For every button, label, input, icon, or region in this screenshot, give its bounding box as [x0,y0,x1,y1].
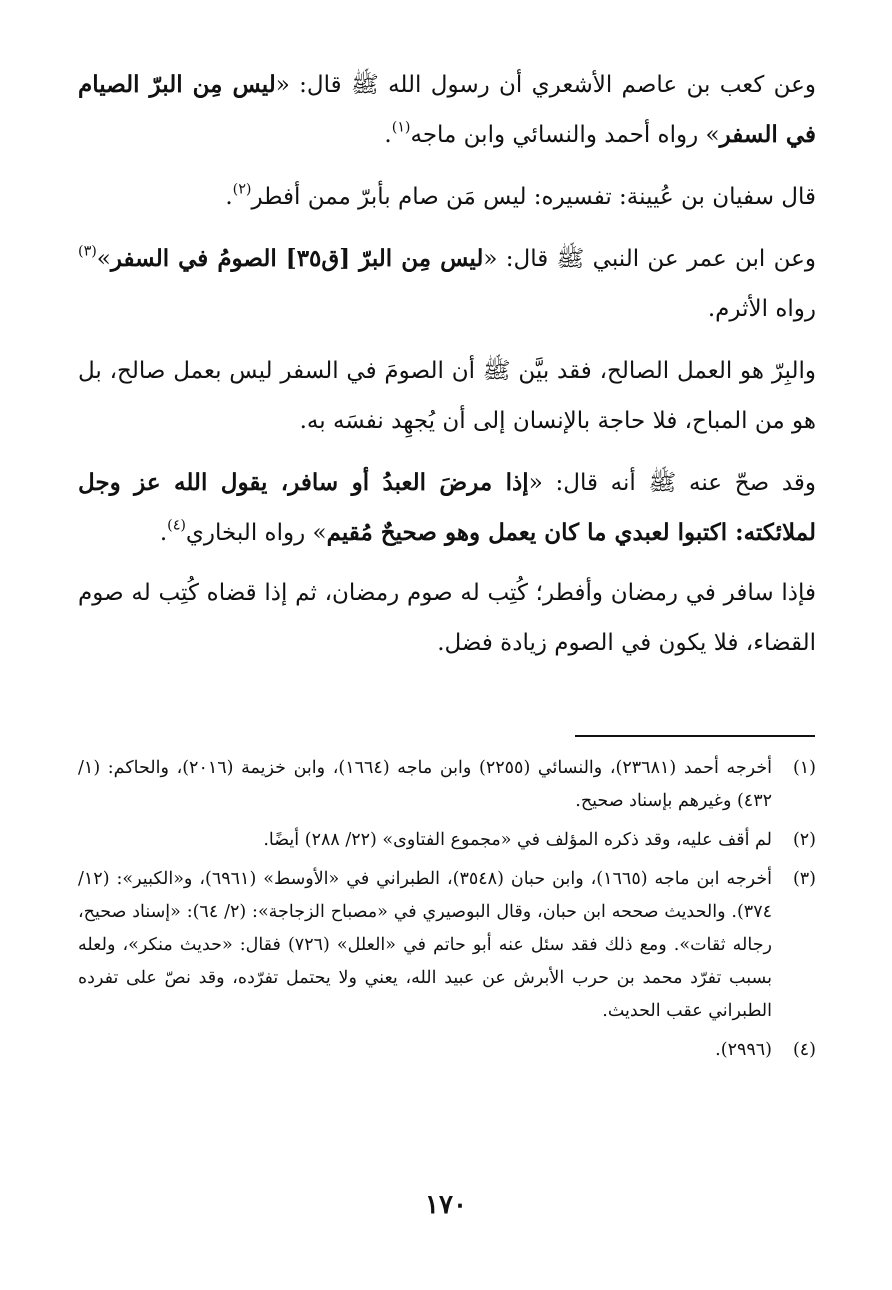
page-number: ١٧٠ [425,1190,467,1220]
paragraph-3: وعن ابن عمر عن النبي ﷺ قال: «ليس مِن البرّ [ق٣٥] الصومُ في السفر»$^{(٣)}$ رواه الأثرم. [78,243,816,322]
footnote-ref[interactable]: (٤) [167,517,186,534]
footnote-text: أخرجه أحمد (٢٣٦٨١)، والنسائي (٢٢٥٥) وابن ماجه (١٦٦٤)، وابن خزيمة (٢٠١٦)، والحاكم: (١/ ٤٣٢) وغيرهم بإسناد صحيح. [78,758,773,811]
paragraph-6: فإذا سافر في رمضان وأفطر؛ كُتِب له صوم رمضان، ثم إذا قضاه كُتِب له صوم القضاء، فلا يكون في الصوم زيادة فضل. [78,580,816,656]
footnote-number: (٤) [792,1040,816,1060]
footnote-ref[interactable]: (١) [391,119,411,136]
footnote-number: (١) [792,758,816,778]
hadith-text: ليس مِن البرّ الصيام في السفر [78,71,816,148]
footnote-2 [78,824,816,857]
footnote-number: (٢) [792,830,816,850]
footnote-divider [575,735,815,737]
paragraph-5: وقد صحّ عنه ﷺ أنه قال: «إذا مرضَ العبدُ أو سافر، يقول الله عز وجل لملائكته: اكتبوا لعبدي ما كان يعمل وهو صحيحٌ مُقيم» رواه البخاري$^{(٤)}$. [78,469,816,546]
hadith-text: إذا مرضَ العبدُ أو سافر، يقول الله عز وجل لملائكته: اكتبوا لعبدي ما كان يعمل وهو صحيحٌ مُقيم [78,469,816,546]
footnote-text: أخرجه ابن ماجه (١٦٦٥)، وابن حبان (٣٥٤٨)، الطبراني في «الأوسط» (٦٩٦١)، و«الكبير»: (١٢/ ٣٧٤). والحديث صححه ابن حبان، وقال البوصيري في «مصباح الزجاجة»: (٢/ ٦٤): «إسناد صحيح، رجاله ثقات». ومع ذلك فقد سئل عنه أبو حاتم في «العلل» (٧٢٦) فقال: «حديث منكر»، ولعله بسبب تفرّد محمد بن حرب الأبرش عن عبيد الله، يعني ولا يحتمل تفرّده، وقد نصّ على تفرده الطبراني عقب الحديث. [78,869,773,1021]
main-text [78,60,816,680]
paragraph-4: والبِرّ هو العمل الصالح، فقد بيَّن ﷺ أن الصومَ في السفر ليس بعمل صالح، بل هو من المباح، فلا حاجة بالإنسان إلى أن يُجهِد نفسَه به. [78,358,816,434]
paragraph-1: وعن كعب بن عاصم الأشعري أن رسول الله ﷺ قال: «ليس مِن البرّ الصيام في السفر» رواه أحمد والنسائي وابن ماجه$^{(١)}$. [78,71,816,148]
footnote-number: (٣) [792,869,816,889]
footnote-ref[interactable]: (٣) [78,243,97,260]
footnote-1 [78,752,816,818]
paragraph-2: قال سفيان بن عُيينة: تفسيره: ليس مَن صام بأبرّ ممن أفطر$^{(٢)}$. [225,181,816,210]
footnote-ref[interactable]: (٢) [232,181,252,198]
hadith-text: ليس مِن البرّ [ق٣٥] الصومُ في السفر [110,245,484,272]
footnote-text: (٢٩٩٦). [715,1040,772,1060]
footnote-4 [78,1034,816,1067]
footnote-3 [78,863,816,1028]
footnotes [78,752,816,1073]
footnote-text: لم أقف عليه، وقد ذكره المؤلف في «مجموع الفتاوى» (٢٢/ ٢٨٨) أيضًا. [263,830,772,850]
